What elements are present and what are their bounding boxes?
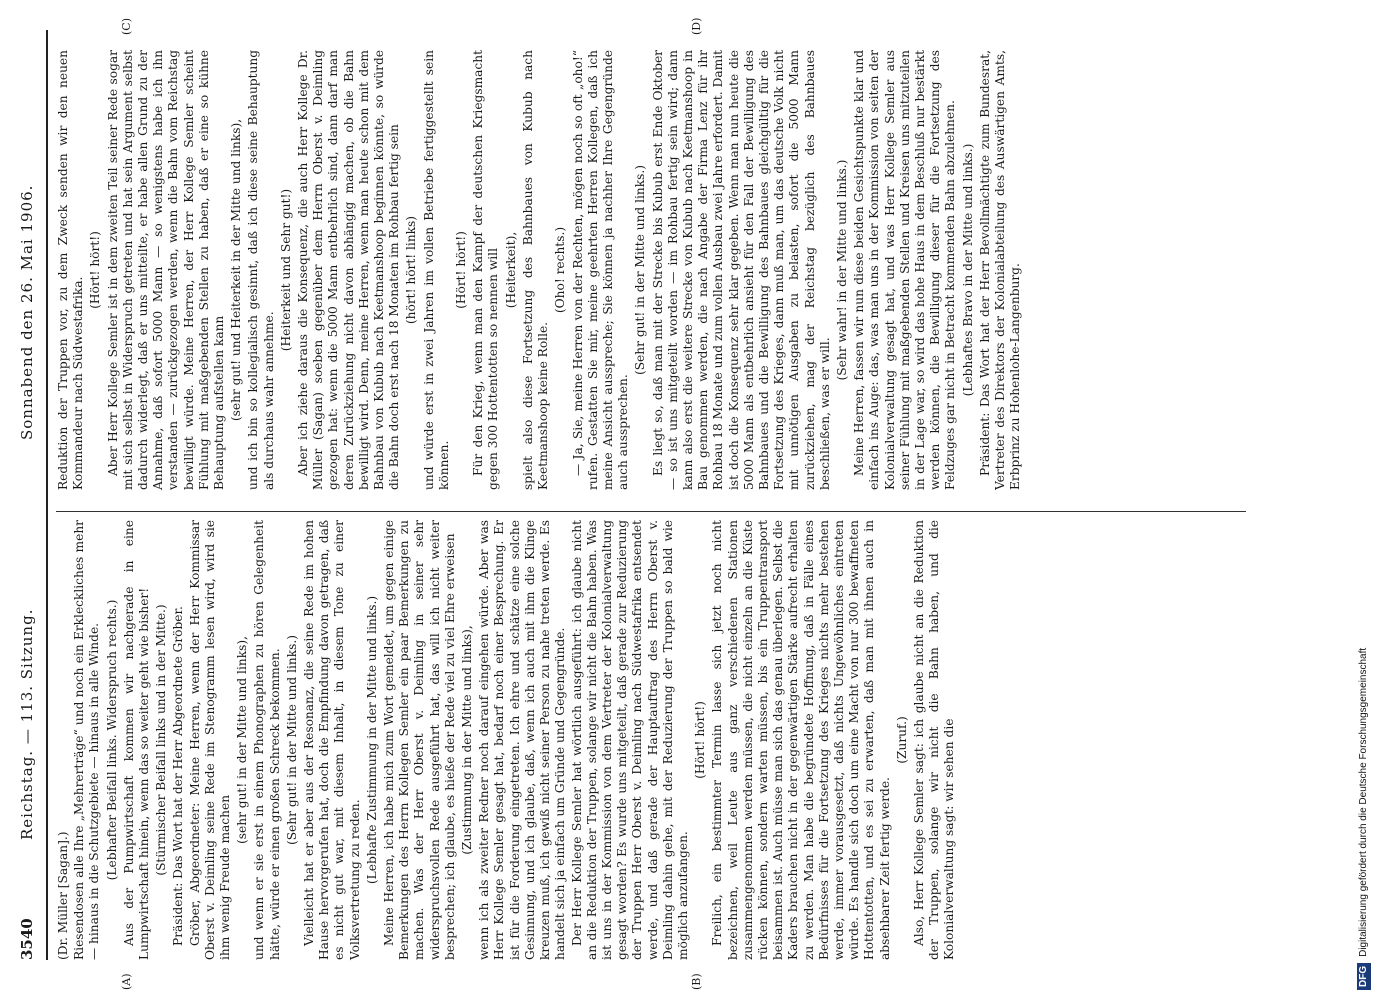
paragraph: Riesendosen alle Ihre „Mehrerträge“ und noch ein Erkleckliches mehr — hinaus in die Schutzgebiete — hinaus in alle Winde.	[72, 520, 102, 960]
interjection: (Stürmischer Beifall links und in der Mitte.)	[154, 604, 169, 876]
credit-text: Digitalisierung gefördert durch die Deutsche Forschungsgemeinschaft	[1358, 647, 1369, 957]
header-date: Sonnabend den 26. Mai 1906.	[18, 184, 36, 440]
interjection: (Heiterkeit und Sehr gut!)	[278, 188, 293, 352]
margin-marker-a: (A)	[120, 973, 133, 990]
interjection: (sehr gut! und Heiterkeit in der Mitte und links),	[229, 118, 244, 422]
paragraph: — Ja, Sie, meine Herren von der Rechten, mögen noch so oft „oho!“ rufen. Gestatten Sie mir, meine geehrten Herren Kollegen, daß ich meine Ansicht ausspreche; Sie können ja nachher Ihre Gegengründe auch aussprechen.	[570, 50, 631, 490]
paragraph: wenn ich als zweiter Redner noch darauf eingehen würde. Aber was Herr Kollege Semler gesagt hat, bedarf noch einer Besprechung. Er ist für die Forderung eingetreten. Ich ehre und schätze eine solche Gesinnung, und ich glaube, daß, wenn ich auch mit ihm die Klinge kreuzen muß, ich gewiß nicht seiner Person zu nahe treten werde. Es handelt sich ja einfach um Gründe und Gegengründe.	[477, 520, 568, 960]
paragraph: Meine Herren, ich habe mich zum Wort gemeldet, um gegen einige Bemerkungen des Herrn Kollegen Semler ein paar Bemerkungen zu machen. Was der Herr Oberst v. Deimling in seiner sehr widerspruchsvollen Rede ausgeführt hat, das will ich nicht weiter besprechen; ich glaube, es hieße der Rede viel zu viel Ehre erweisen	[382, 520, 457, 960]
paragraph: spielt also diese Fortsetzung des Bahnbaues von Kubub nach Keetmanshoop keine Rolle.	[520, 50, 551, 490]
left-column	[56, 520, 959, 960]
interjection: (Lebhafter Beifall links. Widerspruch rechts.)	[104, 599, 119, 881]
digitization-credit	[1353, 10, 1375, 990]
paragraph: Reduktion der Truppen vor, zu dem Zweck senden wir den neuen Kommandeur nach Südwestafrika.	[56, 50, 86, 490]
interjection: (Lebhafte Zustimmung in der Mitte und links.)	[364, 595, 379, 885]
interjection: (Heiterkeit),	[503, 231, 518, 309]
paragraph: und ich bin so kollegialisch gesinnt, daß ich diese seine Behauptung als durchaus wahr annehme.	[246, 50, 276, 490]
digitization-credit-strip	[1353, 10, 1375, 990]
paragraph: und wenn er sie erst in einem Phonographen zu hören Gelegenheit hätte, würde er einen großen Schreck bekommen.	[252, 520, 282, 960]
paragraph: Vielleicht hat er aber aus der Resonanz, die seine Rede im hohen Hause hervorgerufen hat, doch die Empfindung davon getragen, daß es nicht gut war, mit diesem Inhalt, in diesem Tone zu einer Volksvertretung zu reden.	[302, 520, 362, 960]
paragraph: (Dr. Müller [Sagan].)	[56, 831, 70, 960]
page-header	[12, 30, 48, 960]
paragraph: Für den Krieg, wenn man den Kampf der deutschen Kriegsmacht gegen 300 Hottentotten so nennen will	[471, 50, 501, 490]
interjection: (hört! hört! links)	[404, 215, 419, 325]
interjection: (Sehr gut! in der Mitte und links.)	[284, 634, 299, 846]
interjection: (sehr gut! in der Mitte und links),	[235, 636, 250, 844]
margin-marker-d: (D)	[690, 17, 703, 35]
paragraph: Aber Herr Kollege Semler ist in dem zweiten Teil seiner Rede sogar mit sich selbst in Widerspruch getreten und hat sein Argument selbst dadurch widerlegt, daß er uns mitteilte, er habe allen Grund zu der Annahme, daß sofort 5000 Mann — so wenigstens habe ich ihn verstanden — zurückgezogen werden, wenn die Bahn vom Reichstag bewilligt würde. Meine Herren, der Herr Kollege Semler scheint Fühlung mit maßgebenden Stellen zu haben, daß er eine so kühne Behauptung aufstellen kann	[105, 50, 227, 490]
paragraph: Aber ich ziehe daraus die Konsequenz, die auch Herr Kollege Dr. Müller (Sagan) soeben gegenüber dem Herrn Oberst v. Deimling gezogen hat: wenn die 5000 Mann entbehrlich sind, dann darf man deren Zurückziehung nicht davon abhängig machen, ob die Bahn bewilligt wird. Denn, meine Herren, wenn man heute schon mit dem Bahnbau von Kubub nach Keetmanshoop beginnen könnte, so würde die Bahn doch erst nach 18 Monaten im Rohbau fertig sein	[296, 50, 402, 490]
column-divider	[56, 511, 1246, 512]
margin-marker-b: (B)	[690, 973, 703, 990]
interjection: (Oho! rechts.)	[553, 226, 568, 314]
margin-marker-c: (C)	[120, 18, 133, 35]
paragraph: Gröber, Abgeordneter: Meine Herren, wenn der Herr Kommissar Oberst v. Deimling seine Rede im Stenogramm lesen wird, wird sie ihm wenig Freude machen	[187, 520, 233, 960]
paragraph: Es liegt so, daß man mit der Strecke bis Kubub erst Ende Oktober — so ist uns mitgeteilt worden — im Rohbau fertig sein wird; dann kann also erst die weitere Strecke von Kubub nach Keetmanshoop in Bau genommen werden, die nach Angabe der Firma Lenz für ihr Rohbau 18 Monate und zum vollen Ausbau zwei Jahre erfordert. Damit ist doch die Konsequenz sehr klar gegeben. Wenn man nun heute die 5000 Mann als entbehrlich ansieht für den Fall der Bewilligung des Bahnbaues und die Bewilligung des Bahnbaues gleichgültig für die Fortsetzung des Krieges, dann muß man, um das deutsche Volk nicht mit unnötigen Ausgaben zu belasten, sofort die 5000 Mann zurückziehen, mag der Reichstag bezüglich des Bahnbaues beschließen, was er will.	[650, 50, 832, 490]
page-number: 3540	[18, 918, 36, 960]
paragraph: Freilich, ein bestimmter Termin lasse sich jetzt noch nicht bezeichnen, weil Leute aus ganz verschiedenen Stationen zusammengenommen werden müssen, die nicht einzeln an die Küste rücken können, sondern warten müssen, bis ein Truppentransport beisammen ist. Auch müsse man sich das genau überlegen. Selbst die Kaders brauchen nicht in der gegenwärtigen Stärke aufrecht erhalten zu werden. Man habe die begründete Hoffnung, daß in Fälle eines Bedürfnisses für die Fortsetzung des Krieges nichts mehr bestehen werde, immer vorausgesetzt, daß nichts Ungewöhnliches eintreten würde. Es handle sich doch um eine Macht von nur 300 bewaffneten Hottentotten, und es sei zu erwarten, daß man mit ihnen auch in absehbarer Zeit fertig werde.	[710, 520, 892, 960]
right-column	[56, 50, 1024, 490]
paragraph: Präsident: Das Wort hat der Herr Bevollmächtigte zum Bundesrat, Vertreter des Direktors der Kolonialabteilung des Auswärtigen Amts, Erbprinz zu Hohenlohe-Langenburg.	[977, 50, 1023, 490]
header-session-title: Reichstag. — 113. Sitzung.	[18, 608, 36, 840]
interjection: (Sehr gut! in der Mitte und links.)	[633, 164, 648, 376]
paragraph: Der Herr Kollege Semler hat wörtlich ausgeführt: ich glaube nicht an die Reduktion der Truppen, solange wir nicht die Bahn haben. Was ist uns in der Kommission von dem Vertreter der Kolonialverwaltung gesagt worden? Es wurde uns mitgeteilt, daß gerade zur Reduzierung der Truppen Herr Oberst v. Deimling nach Südwestafrika entsendet werde, und daß gerade der Hauptauftrag des Herrn Oberst v. Deimling dahin gehe, mit der Reduzierung der Truppen so bald wie möglich anzufangen.	[569, 520, 690, 960]
paragraph: Meine Herren, fassen wir nun diese beiden Gesichtspunkte klar und einfach ins Auge: das, was man uns in der Kommission von seiten der Kolonialverwaltung gesagt hat, und was Herr Kollege Semler aus seiner Fühlung mit maßgebenden Stellen und Kreisen uns mitzuteilen in der Lage war, so wird das hohe Haus in dem Beschluß nur bestärkt werden können, die Bewilligung dieser für die Fortsetzung des Feldzuges gar nicht in Betracht kommenden Bahn abzulehnen.	[852, 50, 958, 490]
dfg-logo: DFG	[1357, 963, 1371, 990]
interjection: (Sehr wahr! in der Mitte und links.)	[834, 159, 849, 381]
paragraph: und würde erst in zwei Jahren im vollen Betriebe fertiggestellt sein können.	[421, 50, 451, 490]
paragraph: Also, Herr Kollege Semler sagt: ich glaube nicht an die Reduktion der Truppen, solange wir nicht die Bahn haben, und die Kolonialverwaltung sagt: wir sehen die	[911, 520, 957, 960]
paragraph: Präsident: Das Wort hat der Herr Abgeordnete Gröber.	[171, 606, 186, 946]
interjection: (Hört! hört!)	[88, 231, 103, 309]
paragraph: Aus der Pumpwirtschaft kommen wir nachgerade in eine Lumpwirtschaft hinein, wenn das so weiter geht wie bisher!	[121, 520, 152, 960]
interjection: (Hört! hört!)	[693, 701, 708, 779]
interjection: (Zustimmung in der Mitte und links),	[460, 625, 475, 855]
interjection: (Lebhaftes Bravo in der Mitte und links.)	[960, 143, 975, 397]
interjection: (Hört! hört!)	[454, 231, 469, 309]
interjection: (Zuruf.)	[894, 716, 909, 764]
